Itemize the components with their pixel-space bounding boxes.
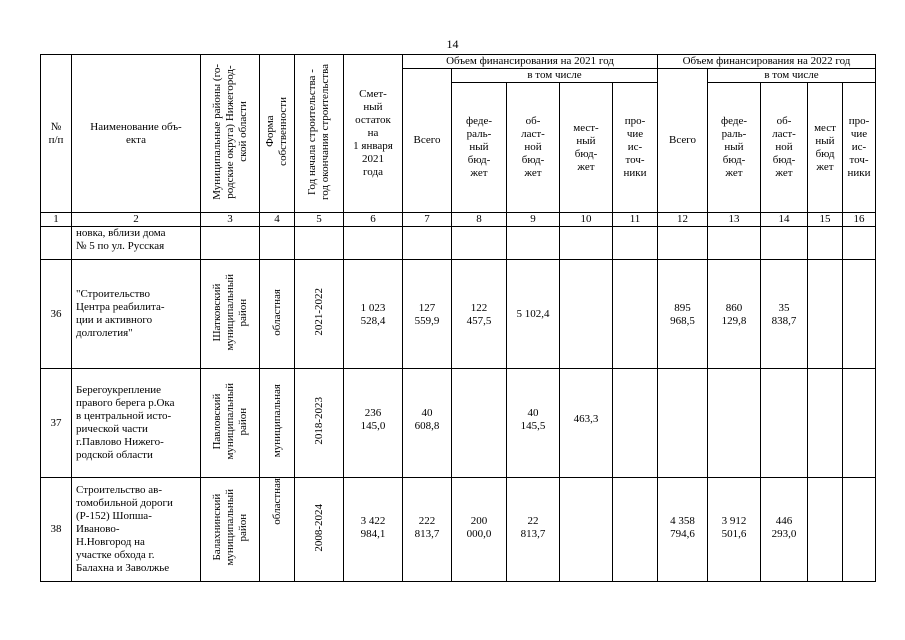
col-number: 11 xyxy=(613,213,658,227)
header-remaining: Смет- ный остаток на 1 января 2021 года xyxy=(344,55,403,213)
header-including-2021: в том числе xyxy=(452,69,658,83)
object-name: новка, вблизи дома № 5 по ул. Русская xyxy=(72,227,201,260)
col-number: 15 xyxy=(808,213,843,227)
object-name: Берегоукрепление правого берега р.Ока в центральной исто- рической части г.Павлово Нижего- родской области xyxy=(72,369,201,478)
regional-2021: 5 102,4 xyxy=(507,260,560,369)
other-2022 xyxy=(843,369,876,478)
district: Шатковский муниципальный район xyxy=(201,260,260,369)
header-local-2022: мест ный бюд жет xyxy=(808,83,843,213)
header-federal-2021: феде- раль- ный бюд- жет xyxy=(452,83,507,213)
object-name: "Строительство Центра реабилита- ции и активного долголетия" xyxy=(72,260,201,369)
header-local-2021: мест- ный бюд- жет xyxy=(560,83,613,213)
total-2022 xyxy=(658,369,708,478)
years: 2008-2024 xyxy=(295,478,344,582)
other-2021 xyxy=(613,478,658,582)
row-number: 36 xyxy=(41,260,72,369)
table-row xyxy=(41,478,876,582)
header-other-2021: про- чие ис- точ- ники xyxy=(613,83,658,213)
local-2022 xyxy=(808,369,843,478)
col-number: 13 xyxy=(708,213,761,227)
other-2022 xyxy=(843,260,876,369)
col-number: 12 xyxy=(658,213,708,227)
header-district: Муниципальные районы (го- родские округа) Нижегород- ской области xyxy=(201,55,260,213)
regional-2021: 40 145,5 xyxy=(507,369,560,478)
regional-2022: 446 293,0 xyxy=(761,478,808,582)
header-number: № п/п xyxy=(41,55,72,213)
years: 2021-2022 xyxy=(295,260,344,369)
object-name: Строительство ав- томобильной дороги (Р-152) Шопша- Иваново- Н.Новгород на участке обхода г. Балахна и Заволжье xyxy=(72,478,201,582)
col-number: 9 xyxy=(507,213,560,227)
table-row xyxy=(41,369,876,478)
federal-2022 xyxy=(708,369,761,478)
page-number: 14 xyxy=(446,37,459,51)
federal-2021: 200 000,0 xyxy=(452,478,507,582)
header-object-name: Наименование объ- екта xyxy=(72,55,201,213)
remaining-estimate: 236 145,0 xyxy=(344,369,403,478)
col-number: 1 xyxy=(41,213,72,227)
header-federal-2022: феде- раль- ный бюд- жет xyxy=(708,83,761,213)
header-regional-2021: об- ласт- ной бюд- жет xyxy=(507,83,560,213)
header-financing-2022: Объем финансирования на 2022 год xyxy=(658,55,876,69)
federal-2021 xyxy=(452,369,507,478)
local-2022 xyxy=(808,478,843,582)
header-total-2021: Всего xyxy=(403,69,452,213)
district: Балахнинский муниципальный район xyxy=(201,478,260,582)
col-number: 2 xyxy=(72,213,201,227)
regional-2022 xyxy=(761,369,808,478)
federal-2022: 860 129,8 xyxy=(708,260,761,369)
years: 2018-2023 xyxy=(295,369,344,478)
header-years: Год начала строительства - год окончания строительства xyxy=(295,55,344,213)
total-2022: 4 358 794,6 xyxy=(658,478,708,582)
column-numbers-row xyxy=(41,213,876,227)
financing-table xyxy=(40,54,876,582)
remaining-estimate: 3 422 984,1 xyxy=(344,478,403,582)
district: Павловский муниципальный район xyxy=(201,369,260,478)
remaining-estimate: 1 023 528,4 xyxy=(344,260,403,369)
col-number: 5 xyxy=(295,213,344,227)
other-2021 xyxy=(613,260,658,369)
regional-2021: 22 813,7 xyxy=(507,478,560,582)
continuation-row xyxy=(41,227,876,260)
total-2022: 895 968,5 xyxy=(658,260,708,369)
col-number: 8 xyxy=(452,213,507,227)
local-2021 xyxy=(560,260,613,369)
ownership: областная xyxy=(260,478,295,582)
federal-2022: 3 912 501,6 xyxy=(708,478,761,582)
local-2021: 463,3 xyxy=(560,369,613,478)
header-total-2022: Всего xyxy=(658,69,708,213)
col-number: 6 xyxy=(344,213,403,227)
header-financing-2021: Объем финансирования на 2021 год xyxy=(403,55,658,69)
local-2022 xyxy=(808,260,843,369)
total-2021: 222 813,7 xyxy=(403,478,452,582)
header-ownership: Форма собственности xyxy=(260,55,295,213)
regional-2022: 35 838,7 xyxy=(761,260,808,369)
ownership: областная xyxy=(260,260,295,369)
other-2021 xyxy=(613,369,658,478)
header-regional-2022: об- ласт- ной бюд- жет xyxy=(761,83,808,213)
total-2021: 127 559,9 xyxy=(403,260,452,369)
local-2021 xyxy=(560,478,613,582)
col-number: 14 xyxy=(761,213,808,227)
row-number: 37 xyxy=(41,369,72,478)
col-number: 3 xyxy=(201,213,260,227)
other-2022 xyxy=(843,478,876,582)
col-number: 10 xyxy=(560,213,613,227)
header-including-2022: в том числе xyxy=(708,69,876,83)
ownership: муниципальная xyxy=(260,369,295,478)
col-number: 7 xyxy=(403,213,452,227)
col-number: 16 xyxy=(843,213,876,227)
row-number: 38 xyxy=(41,478,72,582)
federal-2021: 122 457,5 xyxy=(452,260,507,369)
header-other-2022: про- чие ис- точ- ники xyxy=(843,83,876,213)
table-row xyxy=(41,260,876,369)
col-number: 4 xyxy=(260,213,295,227)
total-2021: 40 608,8 xyxy=(403,369,452,478)
